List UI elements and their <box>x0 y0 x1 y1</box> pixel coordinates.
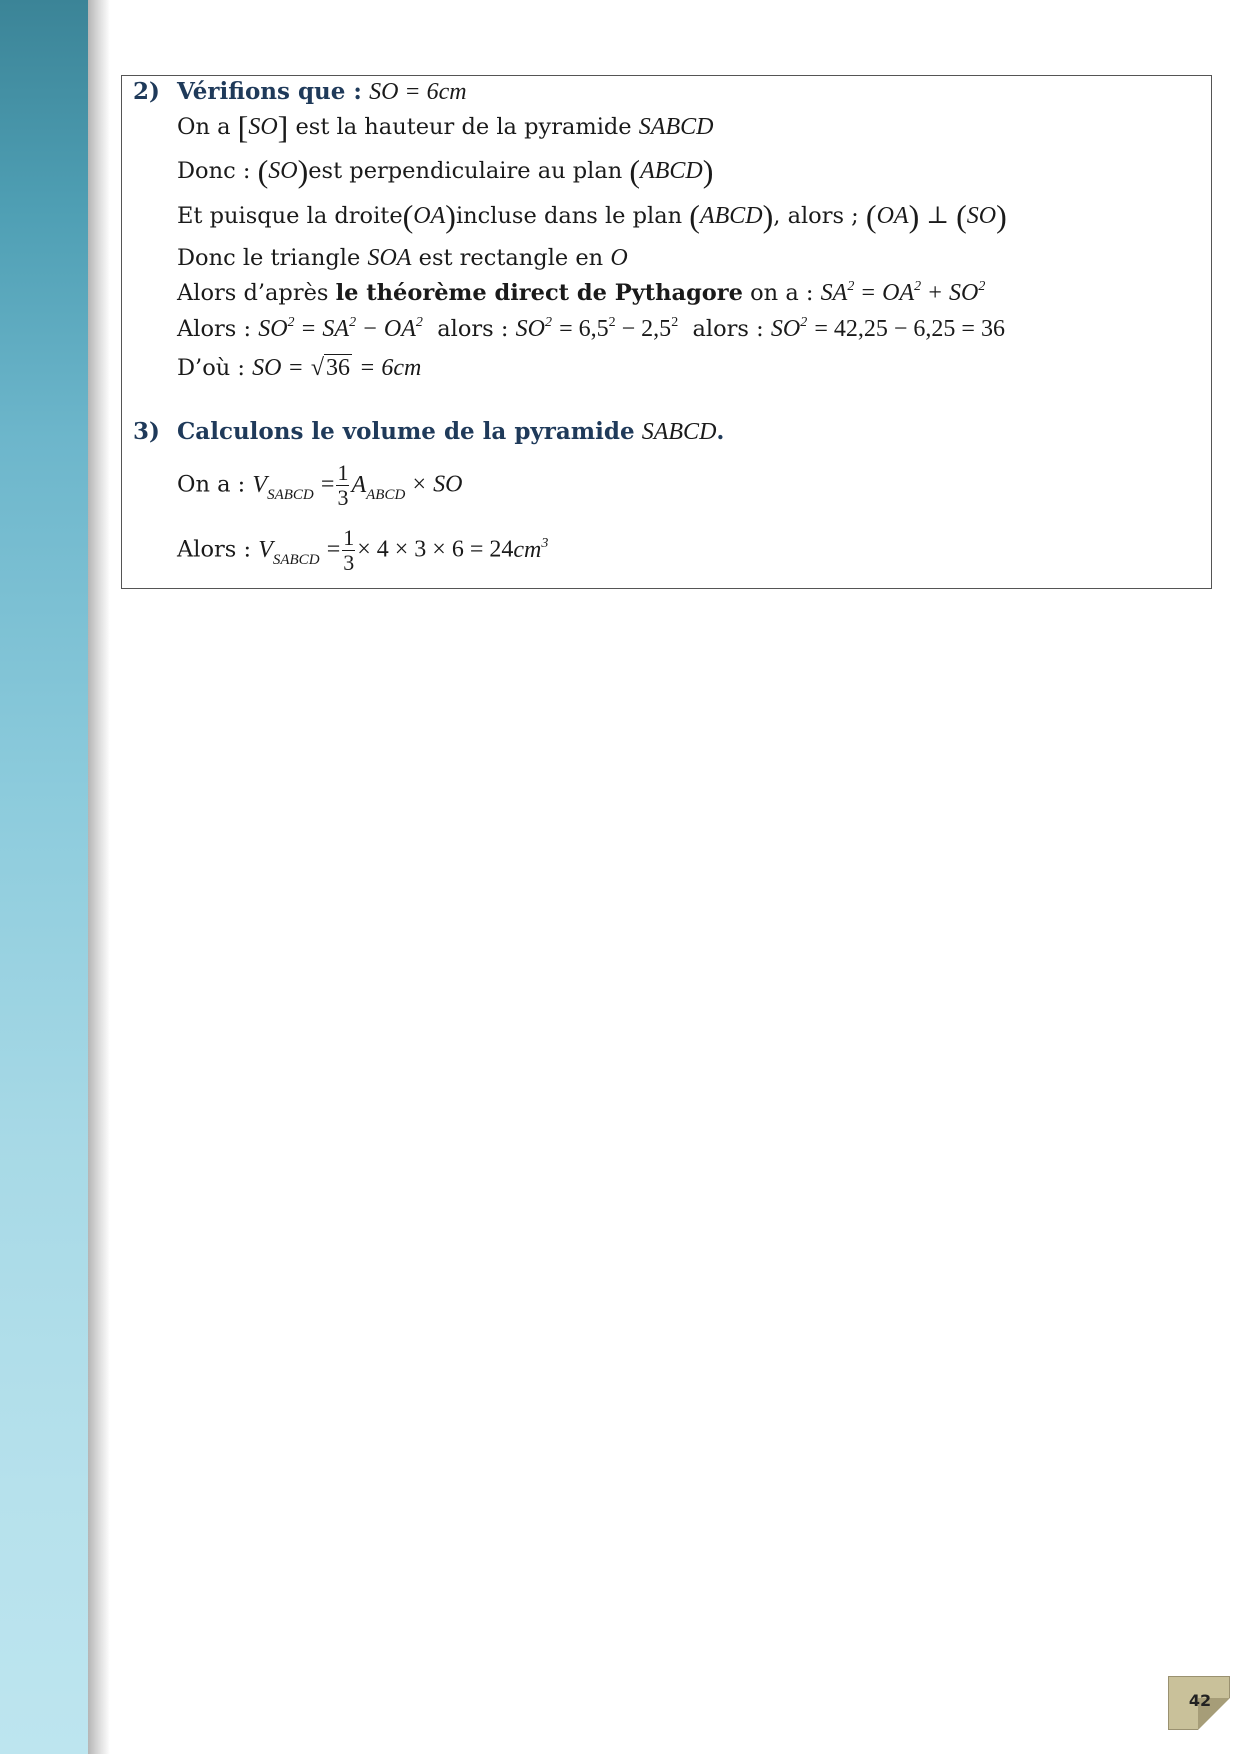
section-3-heading: Calculons le volume de la pyramide SABCD. <box>177 418 725 445</box>
fraction-one-third-2: $\frac{1}{3}$ <box>343 525 355 575</box>
section-2-title-math: SO = 6cm <box>369 79 467 105</box>
decorative-sidebar <box>0 0 88 1754</box>
page-number-badge <box>1168 1676 1230 1730</box>
s3-line-1: On a : $V_{SABCD}$ = $\frac{1}{3}$ $A_{ABCD}$ × SO <box>177 460 463 510</box>
section-3-title: Calculons le volume de la pyramide <box>177 418 635 445</box>
s2-line-5: Alors d’après le théorème direct de Pythagore on a : $SA^2 = OA^2 + SO^2$ <box>177 279 986 306</box>
s2-line-2: Donc : (SO)est perpendiculaire au plan (ABCD) <box>177 153 714 189</box>
s2-line-7: D’où : SO = √36 = 6cm <box>177 355 422 381</box>
s3-line-2: Alors : $V_{SABCD}$ = $\frac{1}{3}$ × $4 \times 3 \times 6 = 24cm^3$ <box>177 525 549 575</box>
section-2-number: 2) <box>133 78 160 105</box>
s2-line-3: Et puisque la droite(OA)incluse dans le plan (ABCD), alors ; (OA) ⊥ (SO) <box>177 198 1007 234</box>
fraction-one-third: $\frac{1}{3}$ <box>337 460 349 510</box>
s2-line-4: Donc le triangle SOA est rectangle en O <box>177 245 628 271</box>
sidebar-shadow <box>88 0 110 1754</box>
page-number: 42 <box>1188 1691 1212 1710</box>
s2-line-1: On a [SO] est la hauteur de la pyramide SABCD <box>177 109 714 145</box>
section-2-heading <box>177 78 467 106</box>
section-3-number: 3) <box>133 418 160 445</box>
section-2-title: Vérifions que : <box>177 78 362 105</box>
s2-line-6: Alors : $SO^2 = SA^2 - OA^2$ alors : $SO^2 = 6,5^2 - 2,5^2$ alors : $SO^2 = 42,25 - 6,25 = 36$ <box>177 315 1005 342</box>
